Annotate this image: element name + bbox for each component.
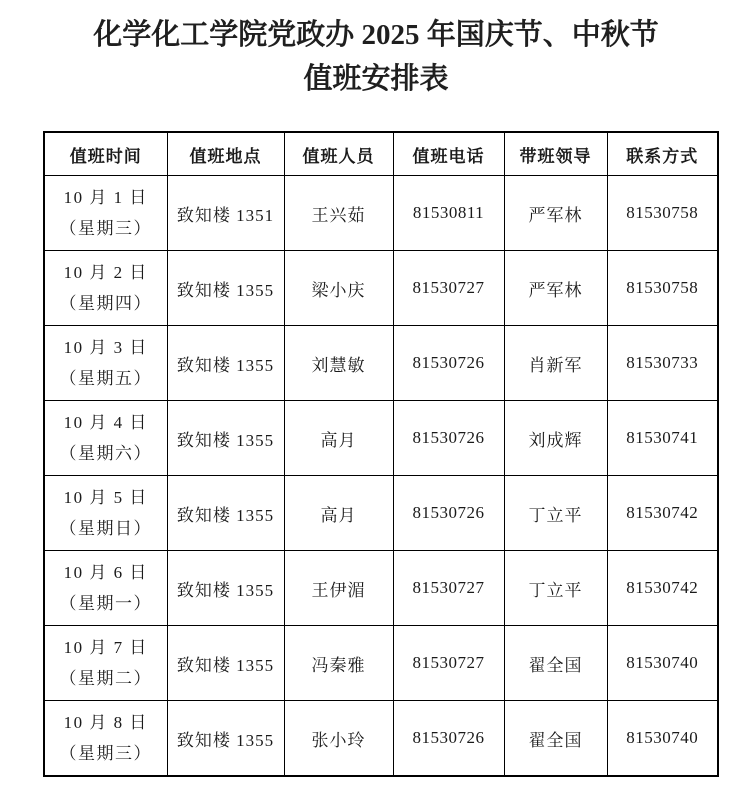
duty-phone: 81530726 <box>393 326 504 401</box>
duty-person: 王伊湄 <box>284 551 393 626</box>
duty-row <box>44 326 718 401</box>
duty-date-cell <box>44 626 167 701</box>
duty-date-cell <box>44 326 167 401</box>
table-header-row <box>44 132 718 176</box>
duty-date: 10 月 2 日 <box>63 263 148 282</box>
duty-location: 致知楼 1355 <box>167 401 284 476</box>
header-duty-leader: 带班领导 <box>504 132 607 176</box>
duty-location: 致知楼 1355 <box>167 701 284 777</box>
duty-contact: 81530740 <box>607 626 718 701</box>
duty-weekday: （星期三） <box>59 219 152 238</box>
duty-contact: 81530758 <box>607 176 718 251</box>
duty-weekday: （星期四） <box>59 294 152 313</box>
duty-row <box>44 551 718 626</box>
duty-date-cell <box>44 251 167 326</box>
duty-leader: 翟全国 <box>504 626 607 701</box>
duty-date-cell <box>44 701 167 777</box>
duty-row <box>44 476 718 551</box>
duty-date: 10 月 1 日 <box>63 188 148 207</box>
duty-leader: 严军林 <box>504 251 607 326</box>
duty-date: 10 月 5 日 <box>63 488 148 507</box>
duty-person: 张小玲 <box>284 701 393 777</box>
title-line-1: 化学化工学院党政办 2025 年国庆节、中秋节 <box>93 19 659 51</box>
duty-location: 致知楼 1355 <box>167 626 284 701</box>
duty-phone: 81530727 <box>393 551 504 626</box>
duty-row <box>44 401 718 476</box>
duty-phone: 81530727 <box>393 626 504 701</box>
duty-person: 王兴茹 <box>284 176 393 251</box>
duty-weekday: （星期一） <box>59 594 152 613</box>
duty-phone: 81530726 <box>393 401 504 476</box>
duty-person: 高月 <box>284 476 393 551</box>
duty-location: 致知楼 1355 <box>167 326 284 401</box>
title-line-2: 值班安排表 <box>303 63 449 95</box>
duty-row <box>44 176 718 251</box>
duty-date: 10 月 6 日 <box>63 563 148 582</box>
duty-contact: 81530742 <box>607 551 718 626</box>
duty-weekday: （星期六） <box>59 444 152 463</box>
duty-location: 致知楼 1355 <box>167 251 284 326</box>
duty-row <box>44 701 718 777</box>
duty-leader: 严军林 <box>504 176 607 251</box>
duty-contact: 81530758 <box>607 251 718 326</box>
duty-phone: 81530726 <box>393 476 504 551</box>
duty-date: 10 月 8 日 <box>63 713 148 732</box>
duty-person: 梁小庆 <box>284 251 393 326</box>
duty-contact: 81530740 <box>607 701 718 777</box>
duty-phone: 81530727 <box>393 251 504 326</box>
duty-row <box>44 251 718 326</box>
duty-date: 10 月 3 日 <box>63 338 148 357</box>
duty-weekday: （星期三） <box>59 744 152 763</box>
duty-date-cell <box>44 176 167 251</box>
duty-location: 致知楼 1355 <box>167 476 284 551</box>
duty-date: 10 月 7 日 <box>63 638 148 657</box>
duty-weekday: （星期日） <box>59 519 152 538</box>
duty-leader: 丁立平 <box>504 476 607 551</box>
duty-person: 刘慧敏 <box>284 326 393 401</box>
header-duty-time: 值班时间 <box>44 132 167 176</box>
header-duty-person: 值班人员 <box>284 132 393 176</box>
duty-date-cell <box>44 401 167 476</box>
duty-location: 致知楼 1351 <box>167 176 284 251</box>
header-duty-phone: 值班电话 <box>393 132 504 176</box>
duty-leader: 肖新军 <box>504 326 607 401</box>
duty-contact: 81530742 <box>607 476 718 551</box>
duty-weekday: （星期二） <box>59 669 152 688</box>
duty-location: 致知楼 1355 <box>167 551 284 626</box>
duty-weekday: （星期五） <box>59 369 152 388</box>
duty-leader: 丁立平 <box>504 551 607 626</box>
duty-person: 高月 <box>284 401 393 476</box>
duty-contact: 81530741 <box>607 401 718 476</box>
header-duty-location: 值班地点 <box>167 132 284 176</box>
duty-date-cell <box>44 476 167 551</box>
duty-phone: 81530811 <box>393 176 504 251</box>
page-title <box>0 0 752 101</box>
duty-date-cell <box>44 551 167 626</box>
duty-schedule-table <box>43 131 719 777</box>
duty-person: 冯秦雅 <box>284 626 393 701</box>
duty-date: 10 月 4 日 <box>63 413 148 432</box>
duty-row <box>44 626 718 701</box>
duty-contact: 81530733 <box>607 326 718 401</box>
duty-phone: 81530726 <box>393 701 504 777</box>
duty-leader: 翟全国 <box>504 701 607 777</box>
duty-leader: 刘成辉 <box>504 401 607 476</box>
header-contact: 联系方式 <box>607 132 718 176</box>
